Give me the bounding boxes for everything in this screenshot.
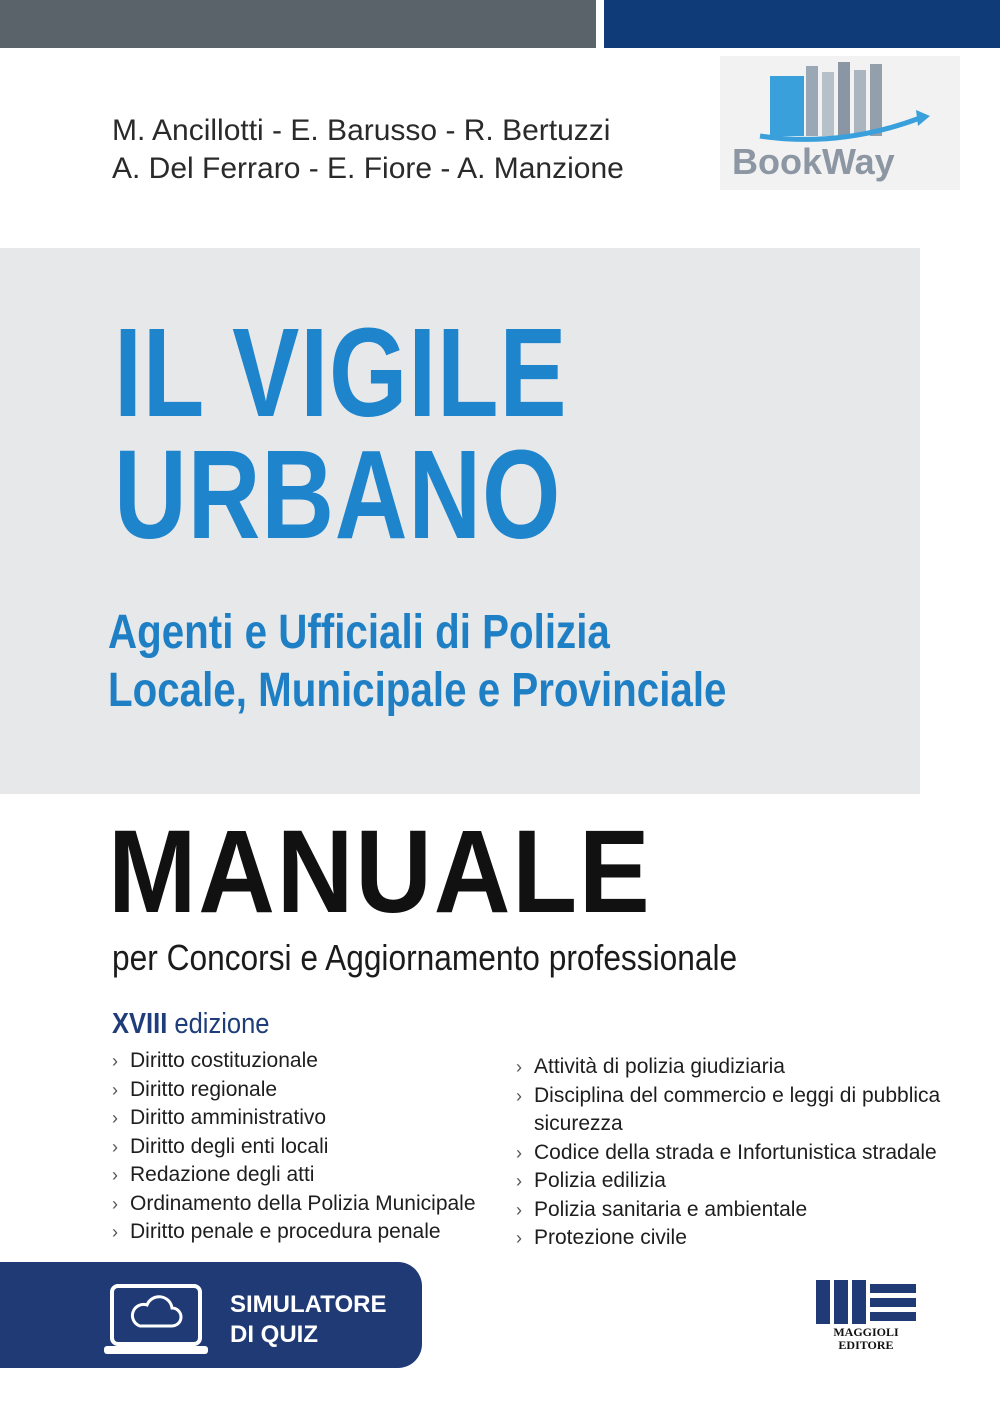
top-bar-navy xyxy=(604,0,1000,48)
chevron-right-icon: › xyxy=(516,1057,522,1077)
topics-list-left xyxy=(112,1047,476,1247)
list-item: › Diritto amministrativo xyxy=(112,1104,476,1133)
list-item: › Diritto costituzionale xyxy=(112,1047,476,1076)
publisher-line-1: MAGGIOLI xyxy=(833,1325,899,1339)
bookway-watermark xyxy=(720,56,960,190)
manual-heading: MANUALE xyxy=(108,806,652,938)
top-bar-grey xyxy=(0,0,596,48)
chevron-right-icon: › xyxy=(516,1171,522,1191)
list-item: › Polizia sanitaria e ambientale xyxy=(516,1196,940,1225)
edition-word: edizione xyxy=(174,1008,270,1040)
chevron-right-icon: › xyxy=(112,1108,118,1128)
chevron-right-icon: › xyxy=(112,1222,118,1242)
list-item: › Codice della strada e Infortunistica stradale xyxy=(516,1139,940,1168)
chevron-right-icon: › xyxy=(516,1199,522,1220)
bookway-logo-icon xyxy=(720,56,960,190)
publisher-name xyxy=(808,1326,924,1352)
laptop-cloud-icon xyxy=(104,1282,208,1358)
authors xyxy=(112,112,624,188)
edition-number: XVIII xyxy=(112,1008,168,1040)
list-item: › Disciplina del commercio e leggi di pubblica xyxy=(516,1082,940,1111)
quiz-label-line-1: SIMULATORE xyxy=(230,1291,387,1318)
list-item-continuation: sicurezza xyxy=(534,1112,623,1135)
authors-line-1: M. Ancillotti - E. Barusso - R. Bertuzzi xyxy=(112,114,611,147)
chevron-right-icon: › xyxy=(112,1193,118,1214)
list-item: › Ordinamento della Polizia Municipale xyxy=(112,1190,476,1219)
topics-list-right xyxy=(516,1053,940,1253)
manual-subheading: per Concorsi e Aggiornamento professionale xyxy=(112,937,738,978)
book-subtitle-line-2: Locale, Municipale e Provinciale xyxy=(108,664,727,717)
chevron-right-icon: › xyxy=(112,1165,118,1185)
list-item: › Diritto penale e procedura penale xyxy=(112,1218,476,1247)
authors-line-2: A. Del Ferraro - E. Fiore - A. Manzione xyxy=(112,152,624,185)
book-title xyxy=(114,302,568,565)
chevron-right-icon: › xyxy=(516,1142,522,1163)
book-title-line-1: IL VIGILE xyxy=(114,302,568,443)
bookway-text: BookWay xyxy=(732,141,895,182)
list-item: › Redazione degli atti xyxy=(112,1161,476,1190)
book-subtitle-line-1: Agenti e Ufficiali di Polizia xyxy=(108,606,610,659)
edition-label xyxy=(112,1006,269,1042)
chevron-right-icon: › xyxy=(112,1136,118,1157)
list-item: › Attività di polizia giudiziaria xyxy=(516,1053,940,1082)
chevron-right-icon: › xyxy=(516,1228,522,1248)
book-subtitle xyxy=(108,604,726,720)
publisher-line-2: EDITORE xyxy=(838,1338,894,1352)
chevron-right-icon: › xyxy=(516,1085,522,1106)
list-item: › Polizia edilizia xyxy=(516,1167,940,1196)
book-title-line-2: URBANO xyxy=(114,424,562,565)
list-item: › Diritto regionale xyxy=(112,1076,476,1105)
chevron-right-icon: › xyxy=(112,1051,118,1071)
quiz-label xyxy=(230,1290,386,1350)
list-item: › Diritto degli enti locali xyxy=(112,1133,476,1162)
quiz-label-line-2: DI QUIZ xyxy=(230,1321,318,1348)
chevron-right-icon: › xyxy=(112,1079,118,1100)
list-item: › Protezione civile xyxy=(516,1224,940,1253)
